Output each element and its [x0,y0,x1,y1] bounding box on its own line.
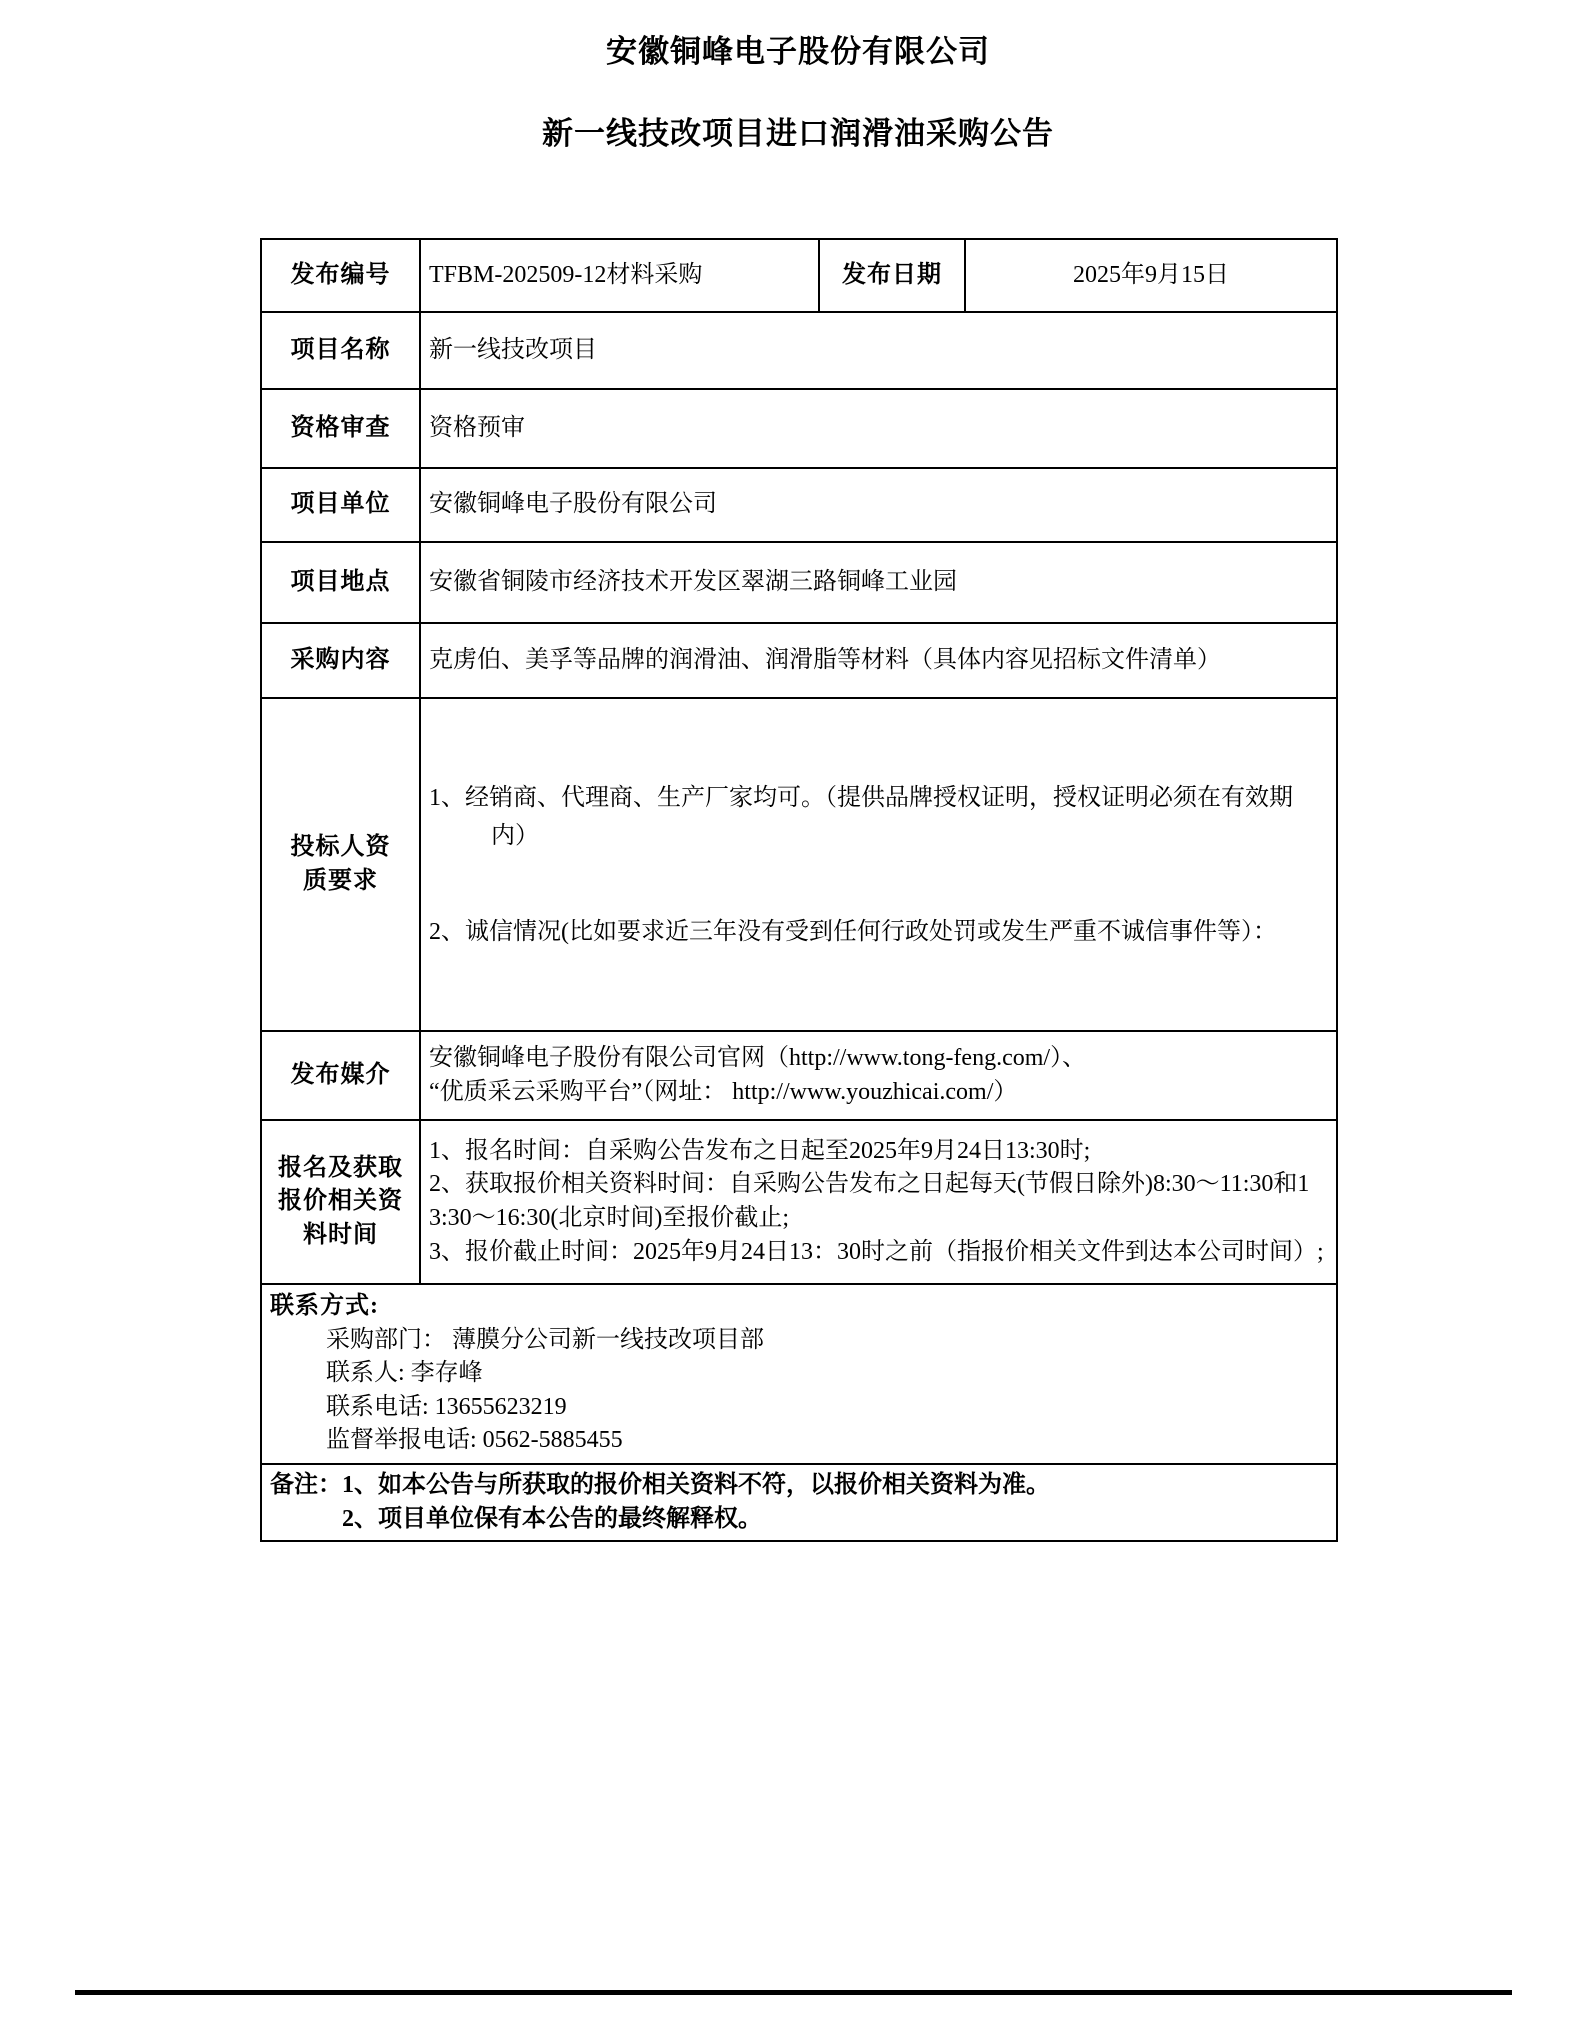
contact-person: 联系人: 李存峰 [326,1360,483,1387]
schedule-item3: 3、报价截止时间：2025年9月24日13：30时之前（指报价相关文件到达本公司时间）; [429,1238,1324,1265]
table-row-publish-media [261,1031,1337,1120]
schedule-item2: 2、获取报价相关资料时间：自采购公告发布之日起每天(节假日除外)8:30～11:30和13:30～16:30(北京时间)至报价截止; [429,1171,1310,1231]
procurement-content-value: 克虏伯、美孚等品牌的润滑油、润滑脂等材料（具体内容见招标文件清单） [420,623,1337,698]
bidder-qualification-label-line1: 投标人资 [290,833,391,860]
bidder-qualification-item1: 1、经销商、代理商、生产厂家均可。（提供品牌授权证明，授权证明必须在有效期内） [429,784,1293,849]
table-row-remark [261,1464,1337,1541]
publish-media-content [420,1031,1337,1120]
table-row-procurement-content [261,623,1337,698]
table-row-qualification-review [261,389,1337,468]
project-name-value: 新一线技改项目 [420,312,1337,389]
bidder-qualification-label-line2: 质要求 [303,867,378,894]
qualification-review-label: 资格审查 [261,389,420,468]
publish-number-label: 发布编号 [261,239,420,312]
table-row-project-name [261,312,1337,389]
publish-date-value: 2025年9月15日 [965,239,1337,312]
schedule-label-line3: 料时间 [303,1221,378,1248]
publish-number-value: TFBM-202509-12材料采购 [420,239,819,312]
project-unit-value: 安徽铜峰电子股份有限公司 [420,468,1337,542]
schedule-item1: 1、报名时间：自采购公告发布之日起至2025年9月24日13:30时; [429,1137,1091,1164]
remark-line2: 2、项目单位保有本公告的最终解释权。 [342,1505,762,1532]
bidder-qualification-label [261,698,420,1031]
project-location-label: 项目地点 [261,542,420,623]
page-footer-rule [75,1990,1512,1995]
contact-department: 采购部门： 薄膜分公司新一线技改项目部 [326,1326,764,1353]
contact-section [261,1284,1337,1464]
project-unit-label: 项目单位 [261,468,420,542]
publish-media-line2: “优质采云采购平台”（网址： http://www.youzhicai.com/） [429,1078,1018,1105]
schedule-label-line1: 报名及获取 [278,1154,403,1181]
table-row-project-unit [261,468,1337,542]
project-location-value: 安徽省铜陵市经济技术开发区翠湖三路铜峰工业园 [420,542,1337,623]
table-row-project-location [261,542,1337,623]
schedule-content [420,1120,1337,1284]
publish-media-line1: 安徽铜峰电子股份有限公司官网（http://www.tong-feng.com/）、 [429,1044,1087,1071]
remark-line1: 备注：1、如本公告与所获取的报价相关资料不符，以报价相关资料为准。 [270,1472,1050,1498]
table-row-contact [261,1284,1337,1464]
schedule-label [261,1120,420,1284]
company-title: 安徽铜峰电子股份有限公司 [606,34,990,69]
schedule-label-line2: 报价相关资 [278,1188,403,1215]
bidder-qualification-item2: 2、诚信情况(比如要求近三年没有受到任何行政处罚或发生严重不诚信事件等）： [429,918,1277,945]
qualification-review-value: 资格预审 [420,389,1337,468]
bidder-qualification-content [420,698,1337,1031]
publish-media-label: 发布媒介 [261,1031,420,1120]
publish-date-label: 发布日期 [819,239,965,312]
table-row-publish [261,239,1337,312]
contact-supervision-phone: 监督举报电话: 0562-5885455 [326,1427,623,1454]
contact-heading: 联系方式: [270,1293,379,1320]
announcement-title: 新一线技改项目进口润滑油采购公告 [542,116,1054,151]
project-name-label: 项目名称 [261,312,420,389]
table-row-schedule [261,1120,1337,1284]
table-row-bidder-qualification [261,698,1337,1031]
notice-table [260,238,1338,1542]
contact-phone: 联系电话: 13655623219 [326,1393,567,1420]
procurement-content-label: 采购内容 [261,623,420,698]
remark-section [261,1464,1337,1541]
